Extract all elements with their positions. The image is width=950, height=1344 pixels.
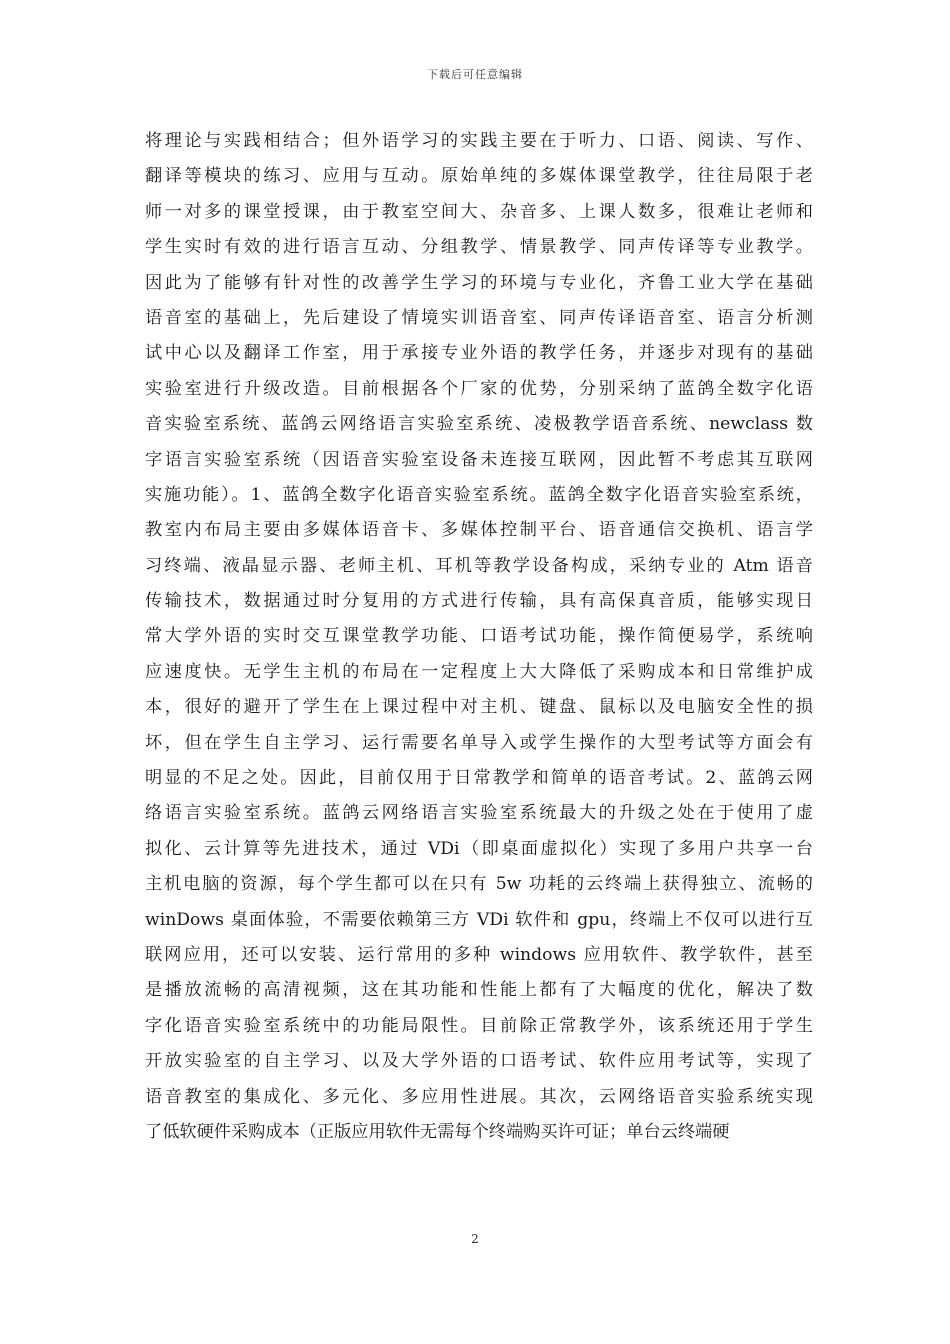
text-line-20: 络语言实验室系统。蓝鸽云网络语言实验室系统最大的升级之处在于使用了虚 — [145, 803, 813, 824]
text-line-8: 实验室进行升级改造。目前根据各个厂家的优势，分别采纳了蓝鸽全数字化语 — [145, 378, 813, 399]
text-line-13: 习终端、液晶显示器、老师主机、耳机等教学设备构成，采纳专业的 Atm 语音 — [145, 555, 813, 576]
text-line-2: 翻译等模块的练习、应用与互动。原始单纯的多媒体课堂教学，往往局限于老 — [145, 166, 813, 187]
body-text — [145, 124, 813, 1150]
text-line-9: 音实验室系统、蓝鸽云网络语言实验室系统、凌极教学语音系统、newclass 数 — [145, 414, 813, 435]
text-line-23: winDows 桌面体验，不需要依赖第三方 VDi 软件和 gpu，终端上不仅可以进行互 — [145, 909, 813, 930]
text-line-21: 拟化、云计算等先进技术，通过 VDi（即桌面虚拟化）实现了多用户共享一台 — [145, 838, 813, 859]
text-line-5: 因此为了能够有针对性的改善学生学习的环境与专业化，齐鲁工业大学在基础 — [145, 272, 813, 293]
text-line-10: 字语言实验室系统（因语音实验室设备未连接互联网，因此暂不考虑其互联网 — [145, 449, 813, 470]
text-line-15: 常大学外语的实时交互课堂教学功能、口语考试功能，操作简便易学，系统响 — [145, 626, 813, 647]
text-line-7: 试中心以及翻译工作室，用于承接专业外语的教学任务，并逐步对现有的基础 — [145, 343, 813, 364]
text-line-16: 应速度快。无学生主机的布局在一定程度上大大降低了采购成本和日常维护成 — [145, 661, 813, 682]
text-line-26: 字化语音实验室系统中的功能局限性。目前除正常教学外，该系统还用于学生 — [145, 1015, 813, 1036]
text-line-6: 语音室的基础上，先后建设了情境实训语音室、同声传译语音室、语言分析测 — [145, 307, 813, 328]
text-line-24: 联网应用，还可以安装、运行常用的多种 windows 应用软件、教学软件，甚至 — [145, 944, 813, 965]
text-line-4: 学生实时有效的进行语言互动、分组教学、情景教学、同声传译等专业教学。 — [145, 237, 813, 258]
text-line-3: 师一对多的课堂授课，由于教室空间大、杂音多、上课人数多，很难让老师和 — [145, 201, 813, 222]
text-line-22: 主机电脑的资源，每个学生都可以在只有 5w 功耗的云终端上获得独立、流畅的 — [145, 874, 813, 895]
text-line-19: 明显的不足之处。因此，目前仅用于日常教学和简单的语音考试。2、蓝鸽云网 — [145, 768, 813, 789]
text-line-25: 是播放流畅的高清视频，这在其功能和性能上都有了大幅度的优化，解决了数 — [145, 980, 813, 1001]
text-line-27: 开放实验室的自主学习、以及大学外语的口语考试、软件应用考试等，实现了 — [145, 1051, 813, 1072]
page-number: 2 — [471, 1232, 479, 1246]
text-line-1: 将理论与实践相结合；但外语学习的实践主要在于听力、口语、阅读、写作、 — [145, 131, 813, 151]
text-line-29: 了低软硬件采购成本（正版应用软件无需每个终端购买许可证；单台云终端硬 — [145, 1121, 730, 1142]
page-header: 下载后可任意编辑 — [427, 68, 523, 81]
text-line-11: 实施功能）。1、蓝鸽全数字化语音实验室系统。蓝鸽全数字化语音实验室系统， — [145, 484, 813, 505]
text-line-17: 本，很好的避开了学生在上课过程中对主机、键盘、鼠标以及电脑安全性的损 — [145, 697, 813, 718]
text-line-28: 语音教室的集成化、多元化、多应用性进展。其次，云网络语音实验系统实现 — [145, 1086, 813, 1107]
text-line-12: 教室内布局主要由多媒体语音卡、多媒体控制平台、语音通信交换机、语言学 — [145, 520, 813, 541]
text-line-14: 传输技术，数据通过时分复用的方式进行传输，具有高保真音质，能够实现日 — [145, 591, 813, 612]
text-line-18: 坏，但在学生自主学习、运行需要名单导入或学生操作的大型考试等方面会有 — [145, 732, 813, 753]
